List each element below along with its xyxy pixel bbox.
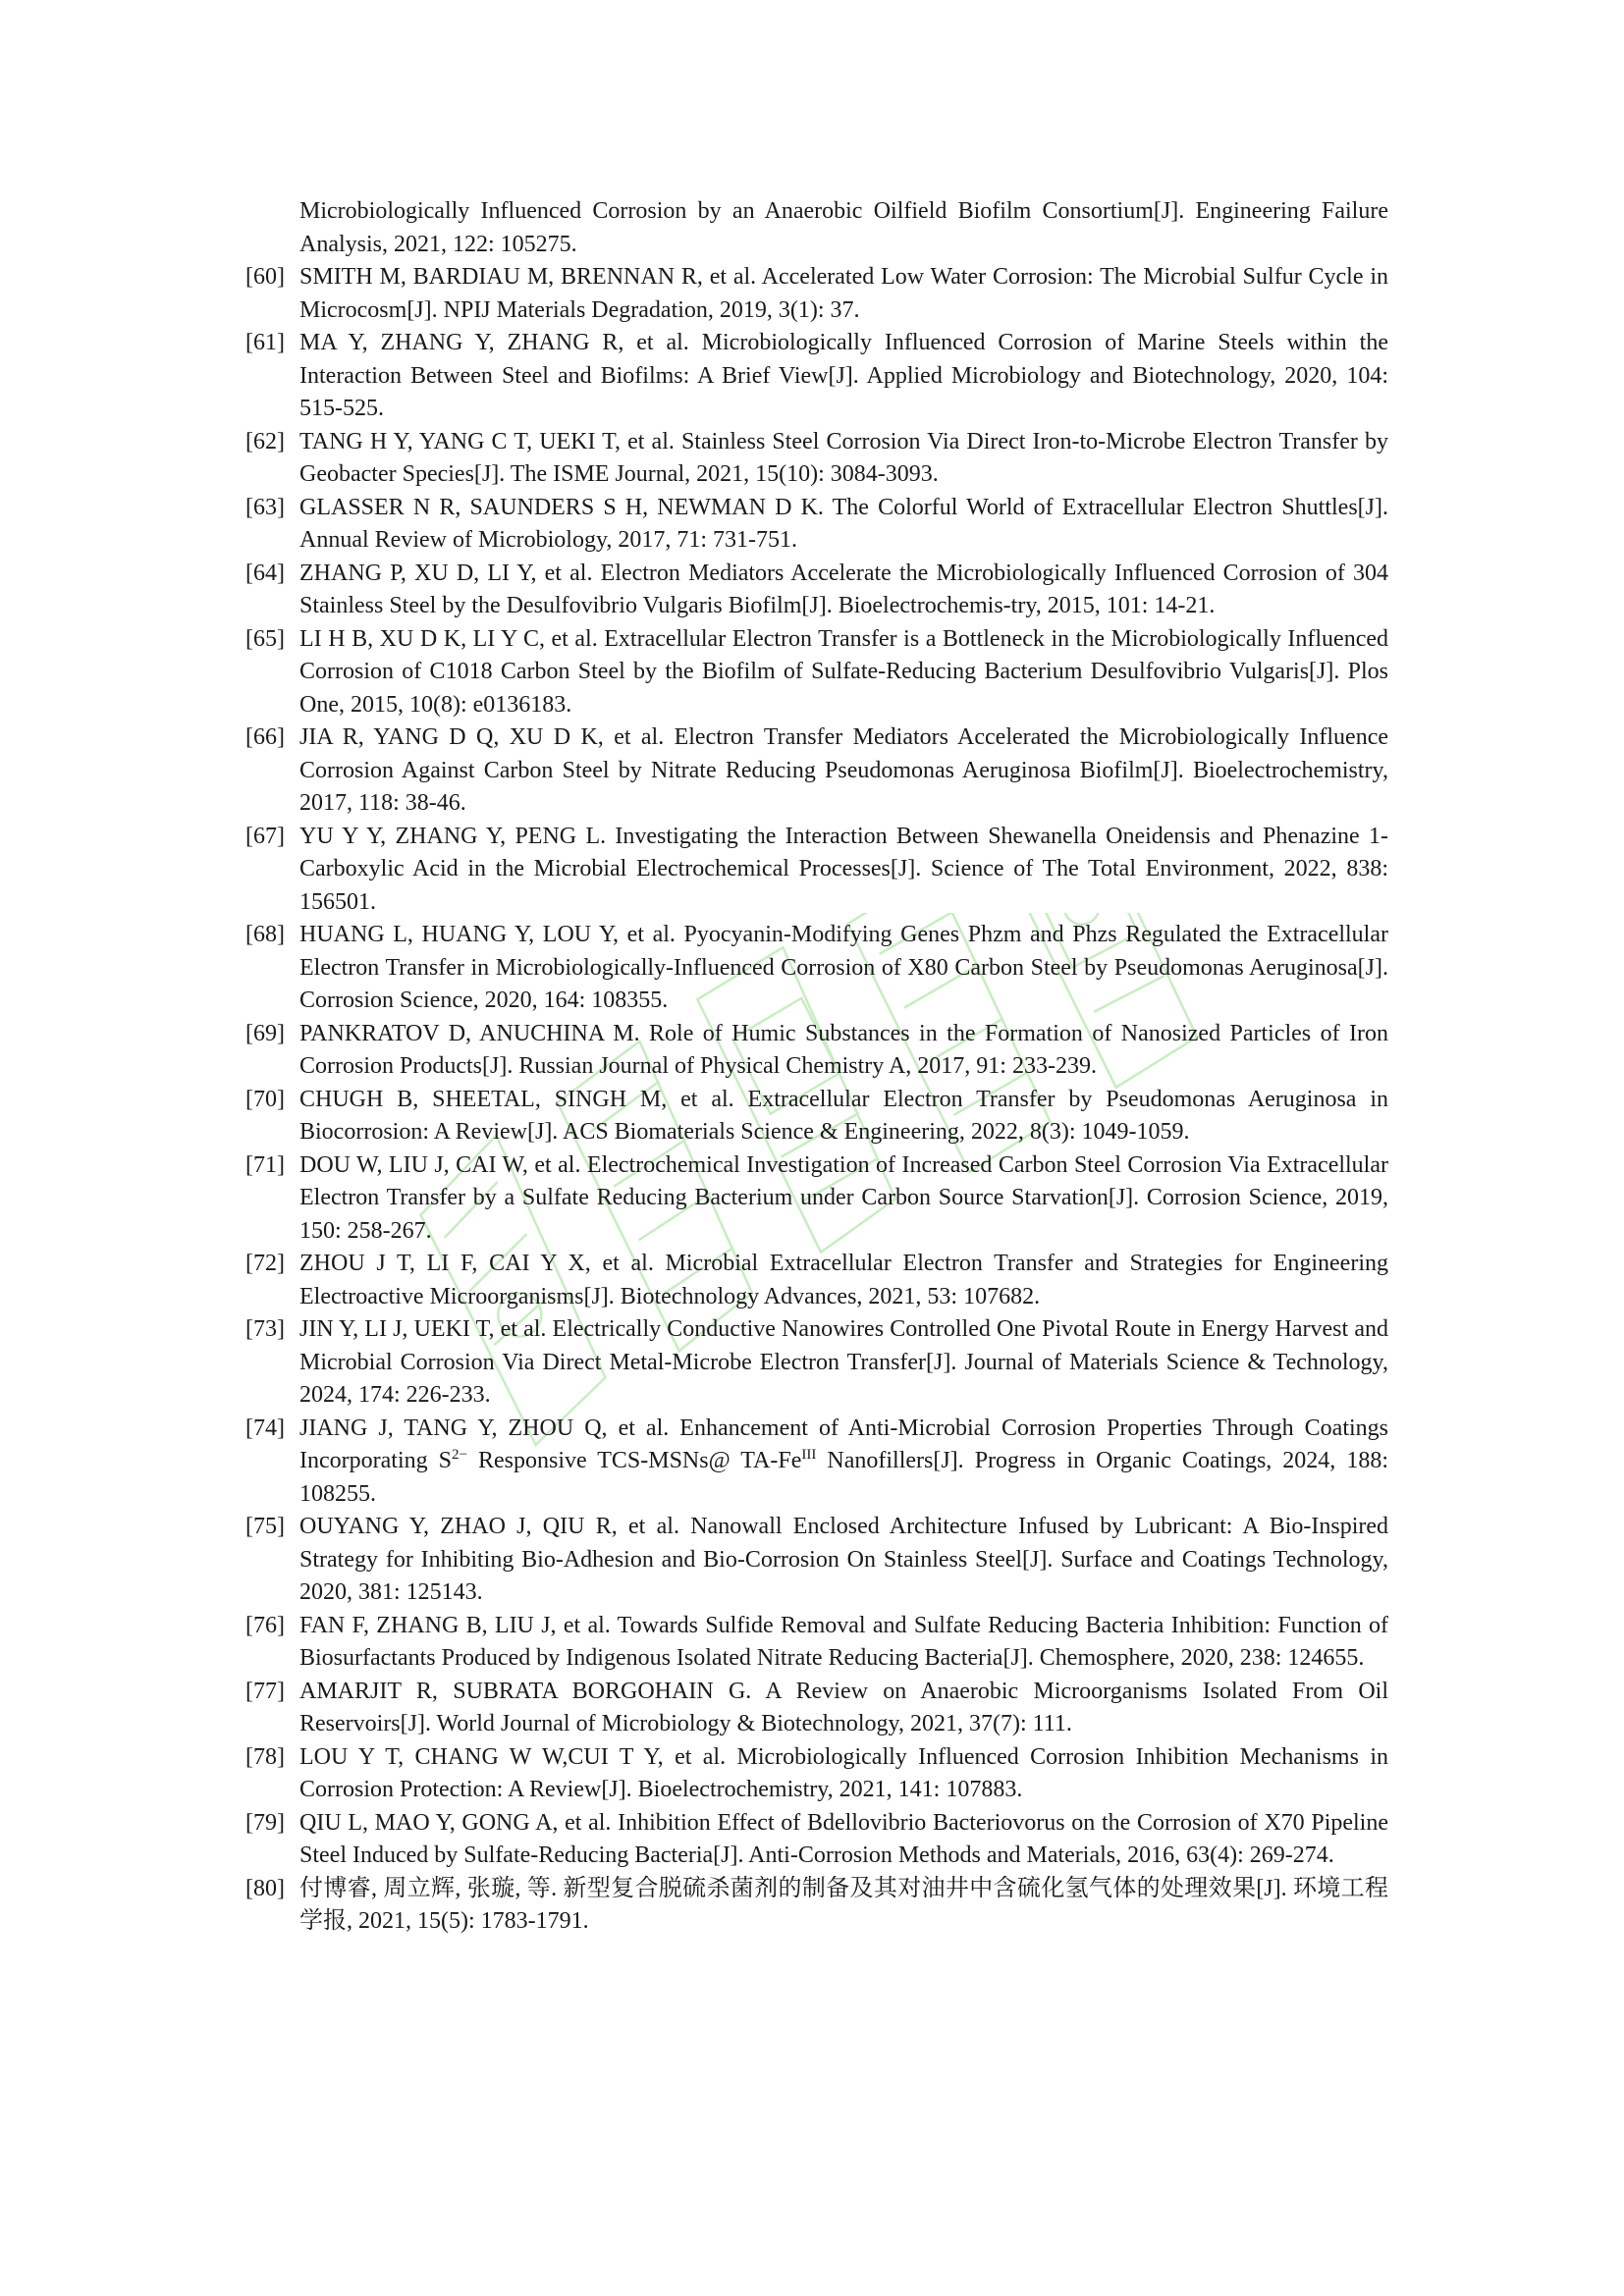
reference-number: [79] bbox=[245, 1809, 285, 1836]
reference-text-segment: JIANG J, TANG Y, ZHOU Q, et al. Enhancement of Anti-Microbial Corrosion Properties Through Coatings Incorporating S bbox=[299, 1415, 1388, 1473]
reference-number: [69] bbox=[245, 1020, 285, 1046]
reference-text bbox=[299, 1021, 1388, 1080]
reference-text-segment: OUYANG Y, ZHAO J, QIU R, et al. Nanowall Enclosed Architecture Infused by Lubricant: A Bio-Inspired Strategy for Inhibiting Bio-Adhesion and Bio-Corrosion On Stainless Steel[J]. Surface and Coatings Technology, 2020, 381: 125143. bbox=[299, 1514, 1388, 1605]
reference-text bbox=[299, 198, 1388, 257]
reference-text-segment: JIN Y, LI J, UEKI T, et al. Electrically Conductive Nanowires Controlled One Pivotal Route in Energy Harvest and Microbial Corrosion Via Direct Metal-Microbe Electron Transfer[J]. Journal of Materials Science & Technology, 2024, 174: 226-233. bbox=[299, 1316, 1388, 1408]
reference-text bbox=[299, 429, 1388, 488]
reference-text-segment: ZHOU J T, LI F, CAI Y X, et al. Microbial Extracellular Electron Transfer and Strategies for Engineering Electroactive Microorganisms[J]. Biotechnology Advances, 2021, 53: 107682. bbox=[299, 1251, 1388, 1309]
reference-text-segment: Nanofillers[J]. Progress in Organic Coatings, 2024, 188: 108255. bbox=[299, 1448, 1388, 1507]
reference-text bbox=[299, 724, 1388, 816]
reference-text-segment: ZHANG P, XU D, LI Y, et al. Electron Mediators Accelerate the Microbiologically Influenced Corrosion of 304 Stainless Steel by the Desulfovibrio Vulgaris Biofilm[J]. Bioelectrochemis-try, 2015, 101: 14-21. bbox=[299, 560, 1388, 618]
reference-entry bbox=[245, 1018, 1388, 1084]
reference-text-segment: 付博睿, 周立辉, 张璇, 等. 新型复合脱硫杀菌剂的制备及其对油井中含硫化氢气体的处理效果[J]. 环境工程学报, 2021, 15(5): 1783-1791. bbox=[299, 1875, 1388, 1934]
reference-entry bbox=[245, 1610, 1388, 1676]
reference-text-segment: SMITH M, BARDIAU M, BRENNAN R, et al. Accelerated Low Water Corrosion: The Microbial Sulfur Cycle in Microcosm[J]. NPIJ Materials Degradation, 2019, 3(1): 37. bbox=[299, 264, 1388, 323]
reference-text bbox=[299, 1514, 1388, 1605]
reference-entry bbox=[245, 1873, 1388, 1939]
reference-number: [76] bbox=[245, 1612, 285, 1638]
reference-entry bbox=[245, 1511, 1388, 1610]
reference-entry bbox=[245, 1807, 1388, 1873]
reference-entry bbox=[245, 1149, 1388, 1249]
reference-text-segment: CHUGH B, SHEETAL, SINGH M, et al. Extracellular Electron Transfer by Pseudomonas Aeruginosa in Biocorrosion: A Review[J]. ACS Biomaterials Science & Engineering, 2022, 8(3): 1049-1059. bbox=[299, 1086, 1388, 1145]
reference-entry bbox=[245, 195, 1388, 261]
reference-text bbox=[299, 626, 1388, 718]
reference-number: [61] bbox=[245, 330, 285, 355]
reference-text bbox=[299, 1152, 1388, 1244]
reference-text bbox=[299, 264, 1388, 323]
reference-text bbox=[299, 824, 1388, 915]
reference-text-segment: AMARJIT R, SUBRATA BORGOHAIN G. A Review on Anaerobic Microorganisms Isolated From Oil Reservoirs[J]. World Journal of Microbiology & Biotechnology, 2021, 37(7): 111. bbox=[299, 1678, 1388, 1736]
reference-number: [68] bbox=[245, 922, 285, 947]
reference-text-segment: MA Y, ZHANG Y, ZHANG R, et al. Microbiologically Influenced Corrosion of Marine Steels within the Interaction Between Steel and Biofilms: A Brief View[J]. Applied Microbiology and Biotechnology, 2020, 104: 515-525. bbox=[299, 330, 1388, 421]
reference-number: [67] bbox=[245, 823, 285, 849]
reference-entry bbox=[245, 1248, 1388, 1313]
reference-text-segment: YU Y Y, ZHANG Y, PENG L. Investigating the Interaction Between Shewanella Oneidensis and Phenazine 1-Carboxylic Acid in the Microbial Electrochemical Processes[J]. Science of The Total Environment, 2022, 838: 156501. bbox=[299, 823, 1388, 915]
reference-text-segment: TANG H Y, YANG C T, UEKI T, et al. Stainless Steel Corrosion Via Direct Iron-to-Microbe Electron Transfer by Geobacter Species[J]. The ISME Journal, 2021, 15(10): 3084-3093. bbox=[299, 428, 1388, 487]
reference-text bbox=[299, 330, 1388, 421]
reference-entry bbox=[245, 821, 1388, 920]
reference-text bbox=[299, 1810, 1388, 1869]
reference-entry bbox=[245, 558, 1388, 623]
reference-number: [74] bbox=[245, 1415, 285, 1441]
superscript-text: III bbox=[801, 1447, 817, 1463]
reference-text bbox=[299, 1415, 1388, 1507]
reference-text bbox=[299, 1316, 1388, 1408]
reference-entry bbox=[245, 1413, 1388, 1512]
reference-number: [60] bbox=[245, 264, 285, 290]
reference-number: [70] bbox=[245, 1086, 285, 1112]
reference-number: [80] bbox=[245, 1875, 285, 1901]
reference-text-segment: DOU W, LIU J, CAI W, et al. Electrochemical Investigation of Increased Carbon Steel Corrosion Via Extracellular Electron Transfer by a Sulfate Reducing Bacterium under Carbon Source Starvation[J]. Corrosion Science, 2019, 150: 258-267. bbox=[299, 1151, 1388, 1244]
reference-entry bbox=[245, 492, 1388, 558]
reference-text-segment: PANKRATOV D, ANUCHINA M. Role of Humic Substances in the Formation of Nanosized Particles of Iron Corrosion Products[J]. Russian Journal of Physical Chemistry A, 2017, 91: 233-239. bbox=[299, 1020, 1388, 1079]
reference-text-segment: JIA R, YANG D Q, XU D K, et al. Electron Transfer Mediators Accelerated the Microbiologically Influence Corrosion Against Carbon Steel by Nitrate Reducing Pseudomonas Aeruginosa Biofilm[J]. Bioelectrochemistry, 2017, 118: 38-46. bbox=[299, 724, 1388, 816]
reference-text bbox=[299, 1744, 1388, 1803]
reference-text-segment: QIU L, MAO Y, GONG A, et al. Inhibition Effect of Bdellovibrio Bacteriovorus on the Corrosion of X70 Pipeline Steel Induced by Sulfate-Reducing Bacteria[J]. Anti-Corrosion Methods and Materials, 2016, 63(4): 269-274. bbox=[299, 1809, 1388, 1868]
reference-entry bbox=[245, 1084, 1388, 1149]
reference-text-segment: Microbiologically Influenced Corrosion by an Anaerobic Oilfield Biofilm Consortium[J]. Engineering Failure Analysis, 2021, 122: 105275. bbox=[299, 198, 1388, 257]
reference-number: [78] bbox=[245, 1743, 285, 1770]
reference-entry bbox=[245, 327, 1388, 426]
reference-text bbox=[299, 561, 1388, 619]
reference-entry bbox=[245, 426, 1388, 492]
reference-text-segment: FAN F, ZHANG B, LIU J, et al. Towards Sulfide Removal and Sulfate Reducing Bacteria Inhibition: Function of Biosurfactants Produced by Indigenous Isolated Nitrate Reducing Bacteria[J]. Chemosphere, 2020, 238: 124655. bbox=[299, 1612, 1388, 1671]
reference-text-segment: Responsive TCS-MSNs@ TA-Fe bbox=[466, 1448, 802, 1473]
reference-entry bbox=[245, 623, 1388, 722]
reference-text-segment: GLASSER N R, SAUNDERS S H, NEWMAN D K. The Colorful World of Extracellular Electron Shuttles[J]. Annual Review of Microbiology, 2017, 71: 731-751. bbox=[299, 494, 1388, 553]
reference-entry bbox=[245, 919, 1388, 1018]
reference-entry bbox=[245, 1676, 1388, 1741]
reference-number: [77] bbox=[245, 1678, 285, 1704]
reference-number: [75] bbox=[245, 1514, 285, 1539]
reference-number: [72] bbox=[245, 1251, 285, 1276]
reference-entry bbox=[245, 721, 1388, 821]
reference-number: [73] bbox=[245, 1316, 285, 1342]
reference-text bbox=[299, 922, 1388, 1013]
reference-entry bbox=[245, 1741, 1388, 1807]
superscript-text: 2− bbox=[452, 1447, 467, 1463]
reference-number: [71] bbox=[245, 1151, 285, 1178]
reference-number: [64] bbox=[245, 560, 285, 586]
reference-text bbox=[299, 1679, 1388, 1737]
reference-text bbox=[299, 1251, 1388, 1309]
reference-text-segment: HUANG L, HUANG Y, LOU Y, et al. Pyocyanin-Modifying Genes Phzm and Phzs Regulated the Extracellular Electron Transfer in Microbiologically-Influenced Corrosion of X80 Carbon Steel by Pseudomonas Aeruginosa[J]. Corrosion Science, 2020, 164: 108355. bbox=[299, 922, 1388, 1013]
reference-text bbox=[299, 1876, 1388, 1935]
reference-number: [63] bbox=[245, 494, 285, 520]
reference-number: [65] bbox=[245, 625, 285, 652]
reference-text-segment: LOU Y T, CHANG W W,CUI T Y, et al. Microbiologically Influenced Corrosion Inhibition Mechanisms in Corrosion Protection: A Review[J]. Bioelectrochemistry, 2021, 141: 107883. bbox=[299, 1743, 1388, 1802]
reference-text bbox=[299, 495, 1388, 554]
reference-text bbox=[299, 1613, 1388, 1672]
reference-entry bbox=[245, 1313, 1388, 1413]
reference-number: [66] bbox=[245, 724, 285, 750]
reference-entry bbox=[245, 261, 1388, 327]
reference-text bbox=[299, 1087, 1388, 1146]
reference-text-segment: LI H B, XU D K, LI Y C, et al. Extracellular Electron Transfer is a Bottleneck in the Microbiologically Influenced Corrosion of C1018 Carbon Steel by the Biofilm of Sulfate-Reducing Bacterium Desulfovibrio Vulgaris[J]. Plos One, 2015, 10(8): e0136183. bbox=[299, 625, 1388, 718]
reference-list bbox=[245, 195, 1388, 1939]
reference-number: [62] bbox=[245, 428, 285, 454]
